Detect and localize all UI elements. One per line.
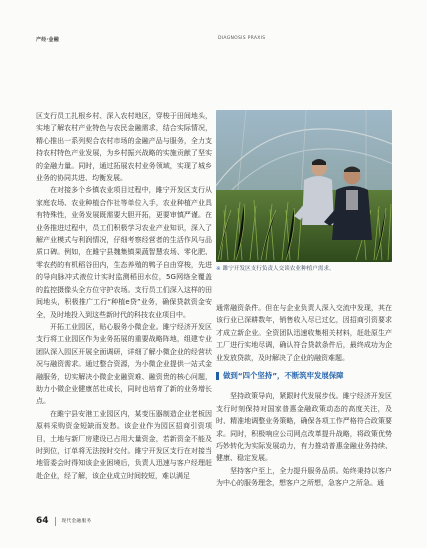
right-text-column [216, 302, 392, 490]
publication-name: 现代金融服务 [61, 519, 92, 524]
paragraph: 坚持政策导向，紧跟时代发展步伐。雎宁经济开发区支行时刻保持对国家普惠金融政策动态的高度关注，及时、精准地调整业务策略，确保各项工作严格符合政策要求。同时，积极响应公司网点改革提升战略，将政策优势巧妙转化为实际发展动力，有力推动普惠金融业务持续、健康、稳定发展。 [216, 392, 392, 463]
section-heading [216, 370, 392, 382]
running-header-english: DIAGNOSIS PRAXIS [218, 36, 266, 41]
page-number: 64 [36, 516, 49, 526]
caption-text: 雎宁开发区支行负责人交谈农业种植户需求。 [222, 266, 335, 272]
heading-bar-icon [216, 372, 219, 380]
paragraph: 坚持客户至上，全力提升服务品质。始终秉持以客户为中心的服务理念，想客户之所想，急客户之所急。通 [216, 466, 392, 488]
paragraph: 在雎宁县安港工业园区内，某变压器制造企业老板因原料采购资金短缺而发愁。该企业作为园区招商引资项目，土地与新厂房建设已占用大量资金，若新资金不能及时到位，订单将无法按时交付。雎宁开发区支行在对接当地管委会时得知该企业困境后，负责人迅速与客户经理赶赴企业，经了解，该企业成立时间较短，难以满足 [36, 409, 212, 480]
page-footer [36, 516, 92, 526]
paragraph: 开拓工业园区，贴心服务小微企业。雎宁经济开发区支行将工业园区作为业务拓展的重要战略阵地，组建专业团队深入园区开展全面调研，详细了解小微企业的经营状况与融资需求。通过整合资源，为小微企业提供一站式金融服务，切实解决小微企业融资难、融资贵的核心问题，助力小微企业健康茁壮成长，同时也培育了新的业务增长点。 [36, 322, 212, 406]
photo-caption [216, 265, 392, 274]
caption-mark: ※ [216, 266, 221, 272]
footer-divider [55, 517, 56, 526]
left-text-column [36, 110, 212, 482]
running-header-section: 产经·金融 [36, 37, 59, 43]
field-photo [216, 110, 392, 262]
section-heading-text: 做到“四个坚持”，不断筑牢发展保障 [223, 371, 344, 381]
paragraph: 在对接多个乡镇农业项目过程中，雎宁开发区支行从家庭农场、农业种植合作社等单位入手，农业种植产业具有特殊性，业务发展既需要大胆开拓，更要审慎严谨。在业务推进过程中，员工们积极学习农业产业知识，深入了解产业模式与利润情况，仔细考察经营者的生活作风与品质口碑。例如，在雎宁县魏集镇果蔬智慧农场、零化肥、零农药的有机稻谷田内，生态养殖的鸭子自由穿梭，先进的导向脉冲式液位计实时监测稻田水位，5G网络全覆盖的监控摄像头全方位守护农场。支行员工们深入这样的田间地头，积极推广工行“种植e贷”业务，确保贷款资金安全，及时地投入到这些新时代的科技农业项目中。 [36, 186, 212, 319]
paragraph: 通常融资条件。但在与企业负责人深入交流中发现，其在该行业已深耕数年，销售收入尽已过亿，因招商引资要求才成立新企业。全资团队迅速收集相关材料，赶赴原生产工厂进行实地尽调，确认符合贷款条件后，最终成功为企业发放贷款，及时解决了企业的融资难题。 [216, 304, 392, 362]
paragraph: 区支行员工扎根乡村、深入农村地区，穿梭于田间地头，实地了解农村产业特色与农民金融需求，结合实际情况，精心推出一系列契合农村市场的金融产品与服务，全力支持农村特色产业发展，为乡村振兴战略的实施贡献了坚实的金融力量。同时，通过拓展农村业务领域，实现了城乡业务的协同共进、均衡发展。 [36, 112, 212, 183]
